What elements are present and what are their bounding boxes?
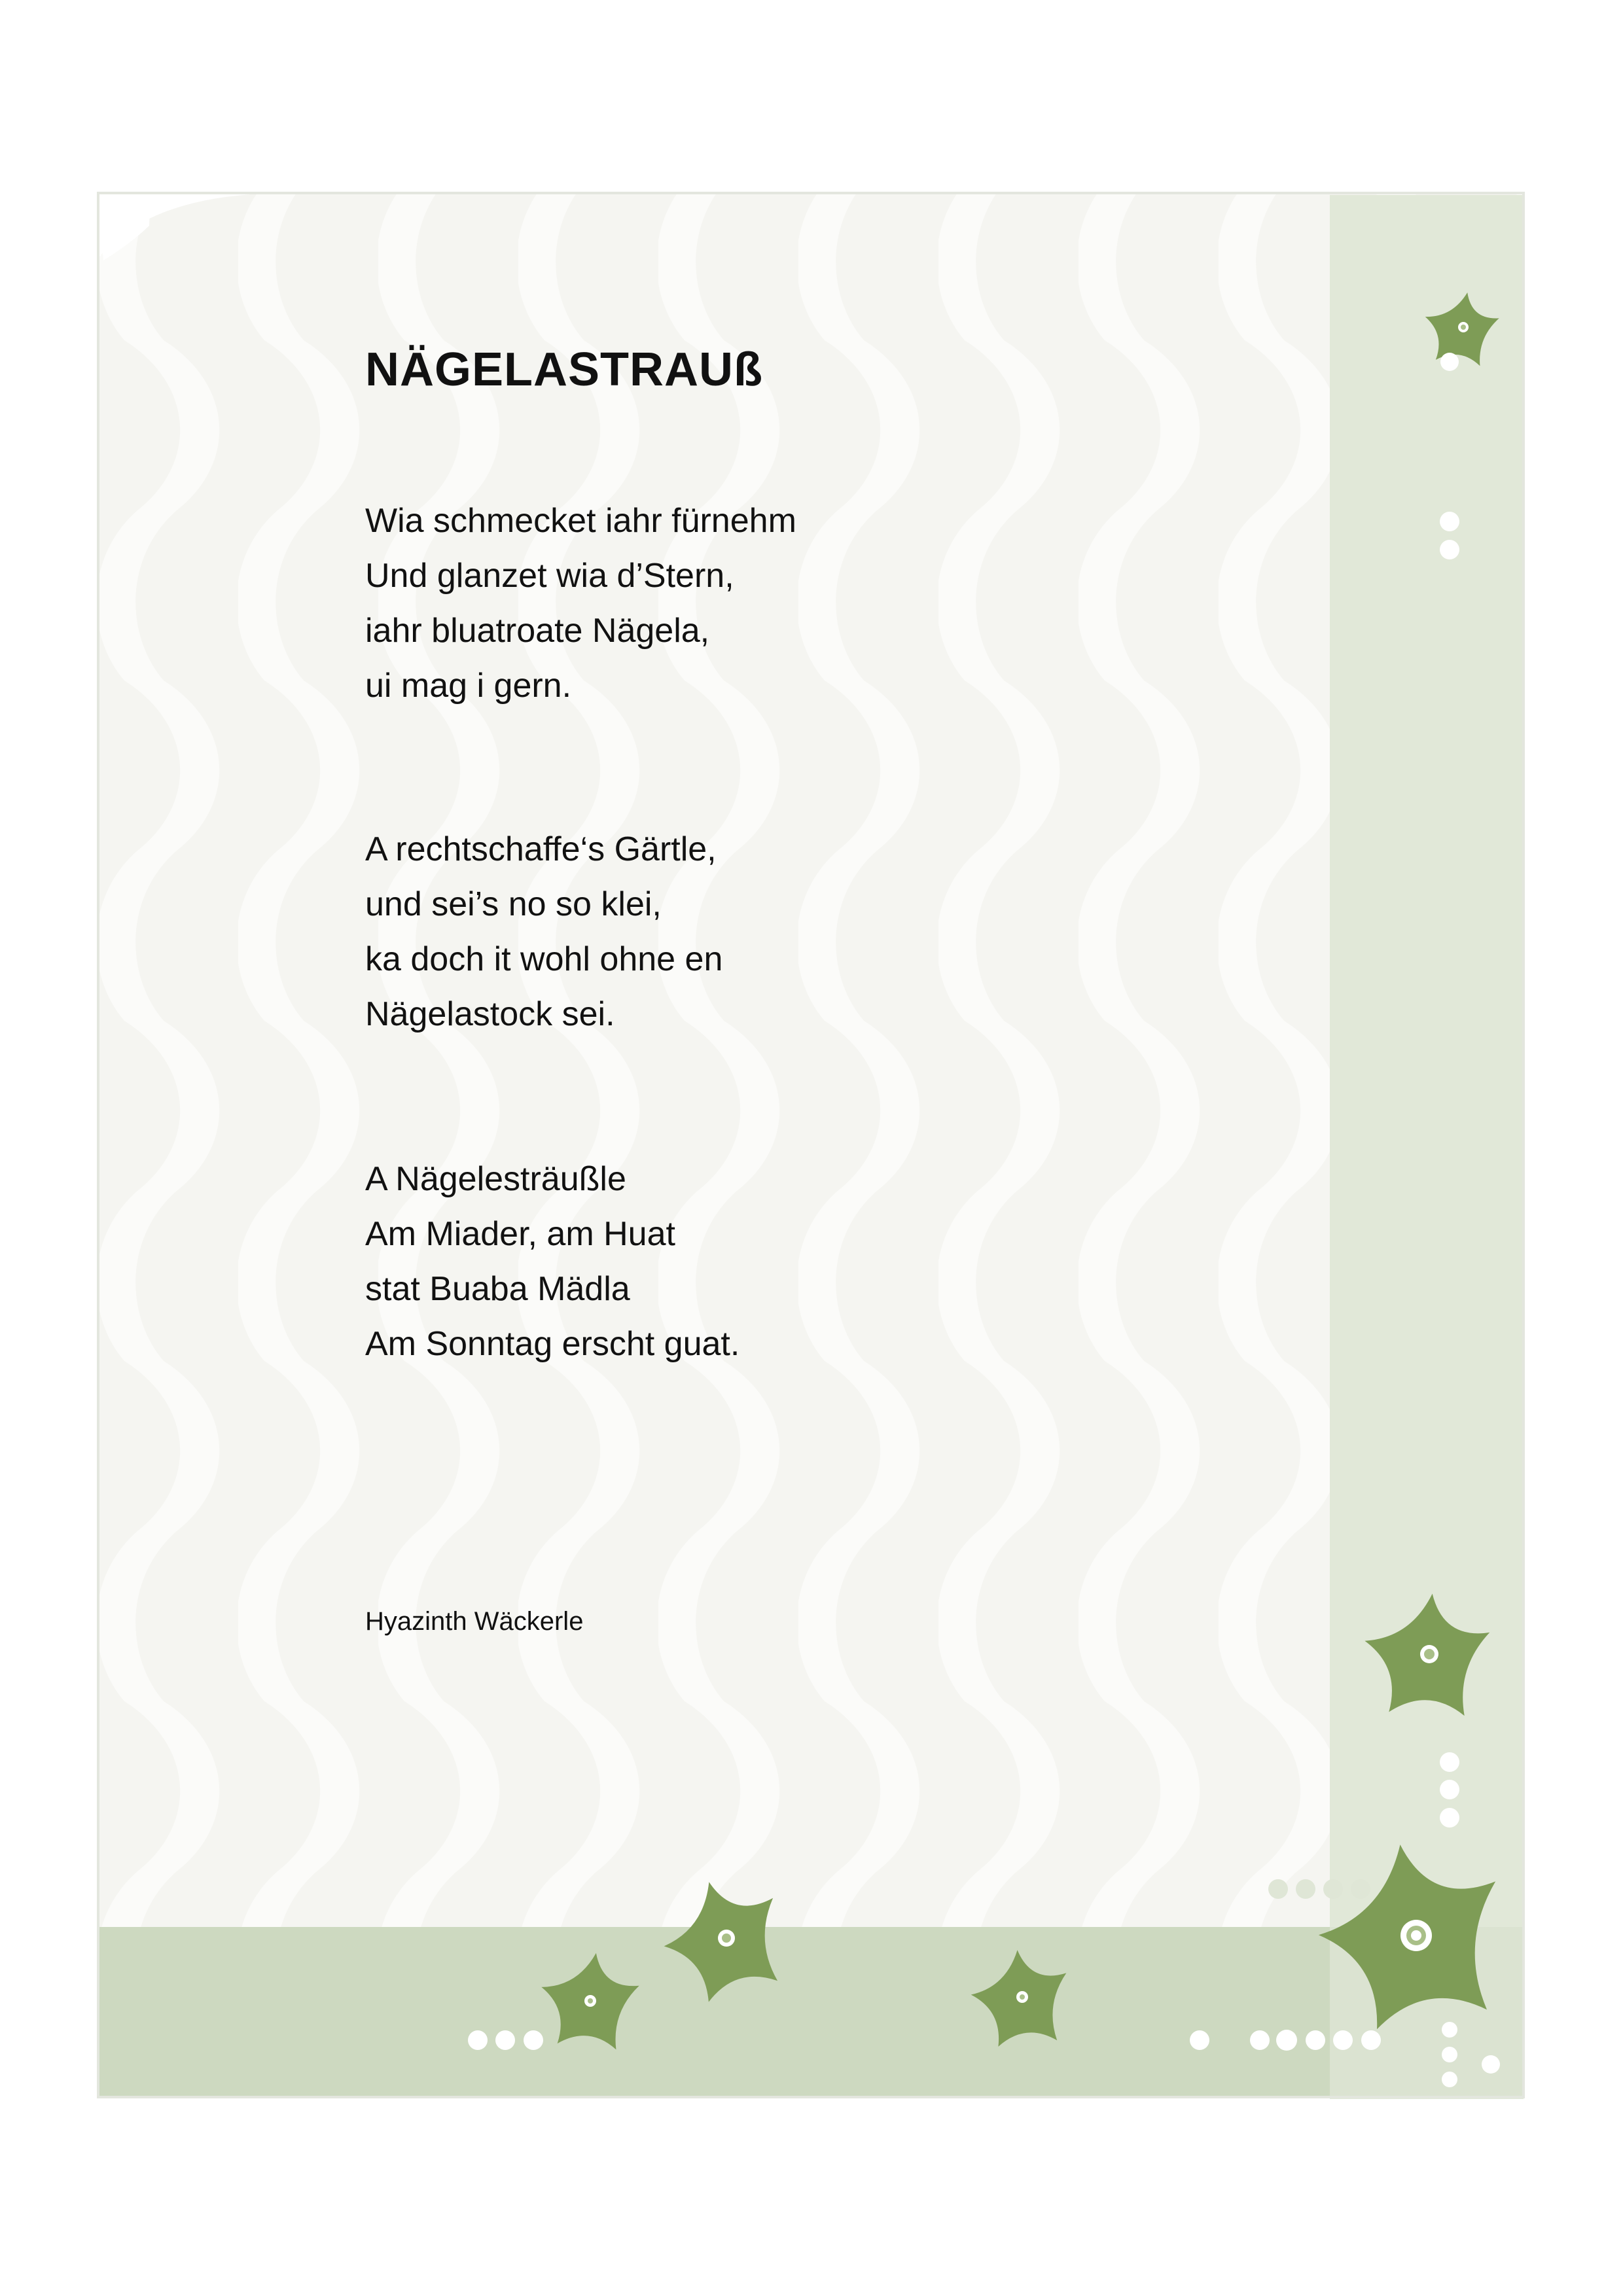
verse-line: Wia schmecket iahr fürnehm bbox=[365, 502, 796, 540]
verse-line: und sei’s no so klei, bbox=[365, 885, 662, 923]
stanza bbox=[365, 822, 722, 1042]
author-name: Hyazinth Wäckerle bbox=[365, 1607, 584, 1636]
verse-line: Und glanzet wia d’Stern, bbox=[365, 557, 734, 595]
verse-line: A Nägelesträußle bbox=[365, 1160, 626, 1198]
verse-line: Nägelastock sei. bbox=[365, 995, 615, 1033]
verse-line: iahr bluatroate Nägela, bbox=[365, 612, 710, 650]
bottom-band bbox=[99, 1927, 1524, 2096]
paper-area bbox=[98, 193, 1524, 2097]
stanza bbox=[365, 493, 796, 713]
verse-line: A rechtschaffe‘s Gärtle, bbox=[365, 830, 717, 868]
right-band bbox=[1330, 195, 1524, 2099]
stanza bbox=[365, 1152, 740, 1371]
verse-line: Am Sonntag erscht guat. bbox=[365, 1325, 740, 1363]
verse-line: Am Miader, am Huat bbox=[365, 1215, 675, 1253]
poem-title: NÄGELASTRAUß bbox=[365, 344, 763, 396]
verse-line: stat Buaba Mädla bbox=[365, 1270, 630, 1308]
verse-line: ui mag i gern. bbox=[365, 667, 572, 705]
verse-line: ka doch it wohl ohne en bbox=[365, 940, 723, 978]
